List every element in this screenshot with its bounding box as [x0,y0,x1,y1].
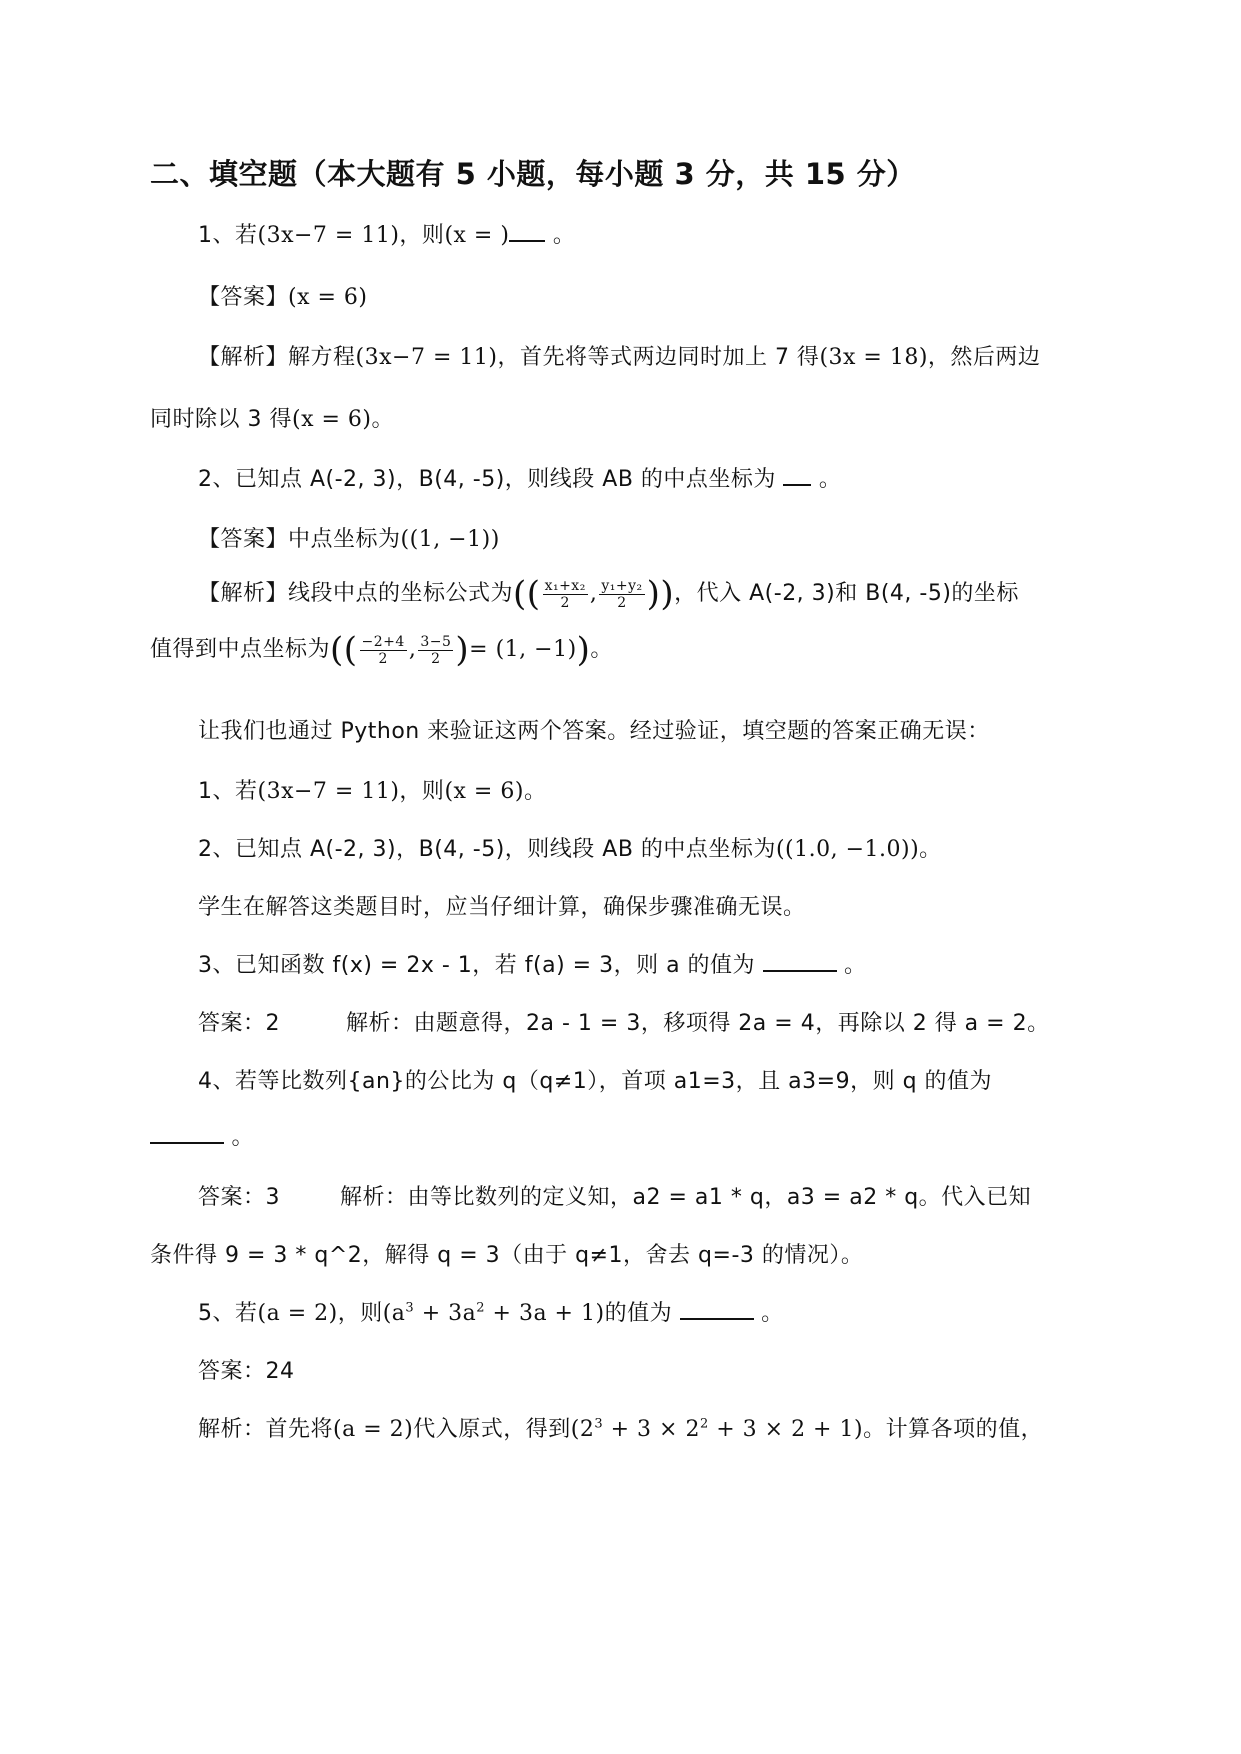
q1-analysis-text-e: 。 [371,407,394,432]
q1-analysis-expr-3: (x = 6) [291,407,372,432]
q5-analysis-text-a: 解析：首先将 [198,1417,334,1442]
q2-suffix: 。 [811,467,842,492]
q3-analysis: 解析：由题意得，2a - 1 = 3，移项得 2a = 4，再除以 2 得 a = 2。 [346,1011,1050,1036]
q2-analysis-text-a: 线段中点的坐标公式为 [288,581,514,606]
q1-blank [509,239,545,242]
q2-analysis-line-1: 【解析】线段中点的坐标公式为(( $\frac{\text{x₁+x₂}}{2}$ , $\frac{\text{y₁+y₂}}{2}$ ))，代入 A(-2, 3)和 B(4, -5)的坐标 [198,574,1019,614]
fraction-mid-y-denominator: 2 [431,650,441,667]
close-paren: ) [576,630,591,670]
question-5 [198,1296,784,1327]
open-paren: (( [330,630,358,670]
section-heading: 二、填空题（本大题有 5 小题，每小题 3 分，共 15 分） [150,157,916,191]
q2-analysis-result: = (1, −1) [469,637,577,662]
q5-analysis [198,1412,1043,1443]
q1-expr: (3x−7 = 11) [257,223,400,248]
verify-line-1 [198,774,546,805]
q3-question-text: 3、已知函数 f(x) = 2x - 1，若 f(a) = 3，则 a 的值为 [198,953,763,978]
q1-analysis-expr-1: (3x−7 = 11) [355,345,498,370]
q5-expr-1: (a = 2) [257,1301,338,1326]
verify-line-1-c: 。 [523,779,547,804]
fraction-mid-x [360,634,407,667]
q1-suffix: 。 [545,223,576,248]
q1-analysis-text-a: 解方程 [288,345,356,370]
q5-expr-2: $(a^3 + 3a^2 + 3a + 1)$ [382,1300,605,1326]
q1-answer-tag: 【答案】 [198,285,289,310]
q2-answer-tag: 【答案】 [198,527,289,552]
question-4-blank-line [150,1120,254,1151]
q1-answer [198,280,368,311]
q1-analysis-text-c: ，然后两边 [927,345,1041,370]
q1-answer-value: (x = 6) [288,285,368,310]
q1-analysis-expr-2: (3x = 18) [819,345,928,370]
q2-analysis-text-c: 值得到中点坐标为 [150,637,331,662]
q4-analysis-line-1: 解析：由等比数列的定义知，a2 = a1 * q，a3 = a2 * q。代入已知 [340,1185,1032,1210]
q5-analysis-expr-2: $(2^3 + 3 \times 2^2 + 3 \times 2 + 1)$ [570,1416,864,1442]
q1-analysis-line-1 [198,340,1040,371]
q5-answer: 答案：24 [198,1359,295,1384]
q3-answer: 答案：2 [198,1011,280,1036]
verify-line-2-b: 。 [919,837,942,862]
verify-note: 学生在解答这类题目时，应当仔细计算，确保步骤准确无误。 [198,895,806,920]
q4-answer: 答案：3 [198,1185,280,1210]
q2-analysis-text-b: ，代入 A(-2, 3)和 B(4, -5)的坐标 [674,581,1019,606]
fraction-x-numerator: x₁+x₂ [544,577,586,594]
q1-ask: (x = ) [444,223,510,248]
verify-line-2-expr: ((1.0, −1.0)) [775,837,920,862]
fraction-y-numerator: y₁+y₂ [601,577,643,594]
q4-blank [150,1141,224,1144]
q2-answer-expr: ((1, −1)) [400,527,500,552]
q3-blank [763,969,837,972]
q2-analysis-line-2: 值得到中点坐标为(( $\frac{-2+4}{2}$ , $\frac{3-5}{2}$ )= (1, −1))。 [150,630,613,670]
verify-line-2 [198,832,942,863]
verify-line-1-a: 1、若 [198,779,258,804]
verify-line-1-expr-2: (x = 6) [444,779,524,804]
q1-analysis-tag: 【解析】 [198,345,289,370]
verify-line-1-expr-1: (3x−7 = 11) [257,779,400,804]
close-paren: )) [646,574,675,614]
q5-prefix: 5、若 [198,1301,258,1326]
q5-analysis-text-b: 代入原式，得到 [413,1417,571,1442]
verify-intro: 让我们也通过 Python 来验证这两个答案。经过验证，填空题的答案正确无误： [198,719,990,744]
q5-analysis-text-c: 。计算各项的值， [863,1417,1044,1442]
q5-blank [680,1317,754,1320]
question-2 [198,462,841,493]
q4-analysis-line-2: 条件得 9 = 3 * q^2，解得 q = 3（由于 q≠1，舍去 q=-3 的情况）。 [150,1243,864,1268]
fraction-x [543,578,588,611]
q1-analysis-line-2 [150,402,394,433]
q1-analysis-text-d: 同时除以 3 得 [150,407,292,432]
question-1 [198,218,575,249]
fraction-mid-x-denominator: 2 [378,650,388,667]
verify-line-2-a: 2、已知点 A(-2, 3)，B(4, -5)，则线段 AB 的中点坐标为 [198,837,776,862]
q1-prefix: 1、若 [198,223,258,248]
q1-analysis-text-b: ，首先将等式两边同时加上 7 得 [497,345,820,370]
fraction-mid-y [418,634,453,667]
question-3 [198,948,867,979]
q2-blank [783,483,811,486]
q3-suffix: 。 [836,953,867,978]
fraction-y [599,578,644,611]
q4-suffix: 。 [224,1125,254,1150]
verify-line-1-b: ，则 [399,779,445,804]
q5-ask: 的值为 [604,1301,680,1326]
q5-analysis-expr-1: (a = 2) [333,1417,414,1442]
q5-suffix: 。 [753,1301,784,1326]
fraction-x-denominator: 2 [560,594,570,611]
q1-mid: ，则 [399,223,445,248]
q2-answer [198,522,500,553]
fraction-mid-x-numerator: −2+4 [361,633,405,650]
q2-answer-text: 中点坐标为 [288,527,401,552]
q2-analysis-tag: 【解析】 [198,581,289,606]
close-paren: ) [455,630,470,670]
q2-question-text: 2、已知点 A(-2, 3)，B(4, -5)，则线段 AB 的中点坐标为 [198,467,784,492]
fraction-mid-y-numerator: 3−5 [420,633,452,650]
open-paren: (( [513,574,541,614]
q2-analysis-end: 。 [590,637,613,662]
fraction-y-denominator: 2 [617,594,627,611]
question-4: 4、若等比数列{an}的公比为 q（q≠1），首项 a1=3，且 a3=9，则 q 的值为 [198,1069,993,1094]
q5-mid: ，则 [337,1301,383,1326]
